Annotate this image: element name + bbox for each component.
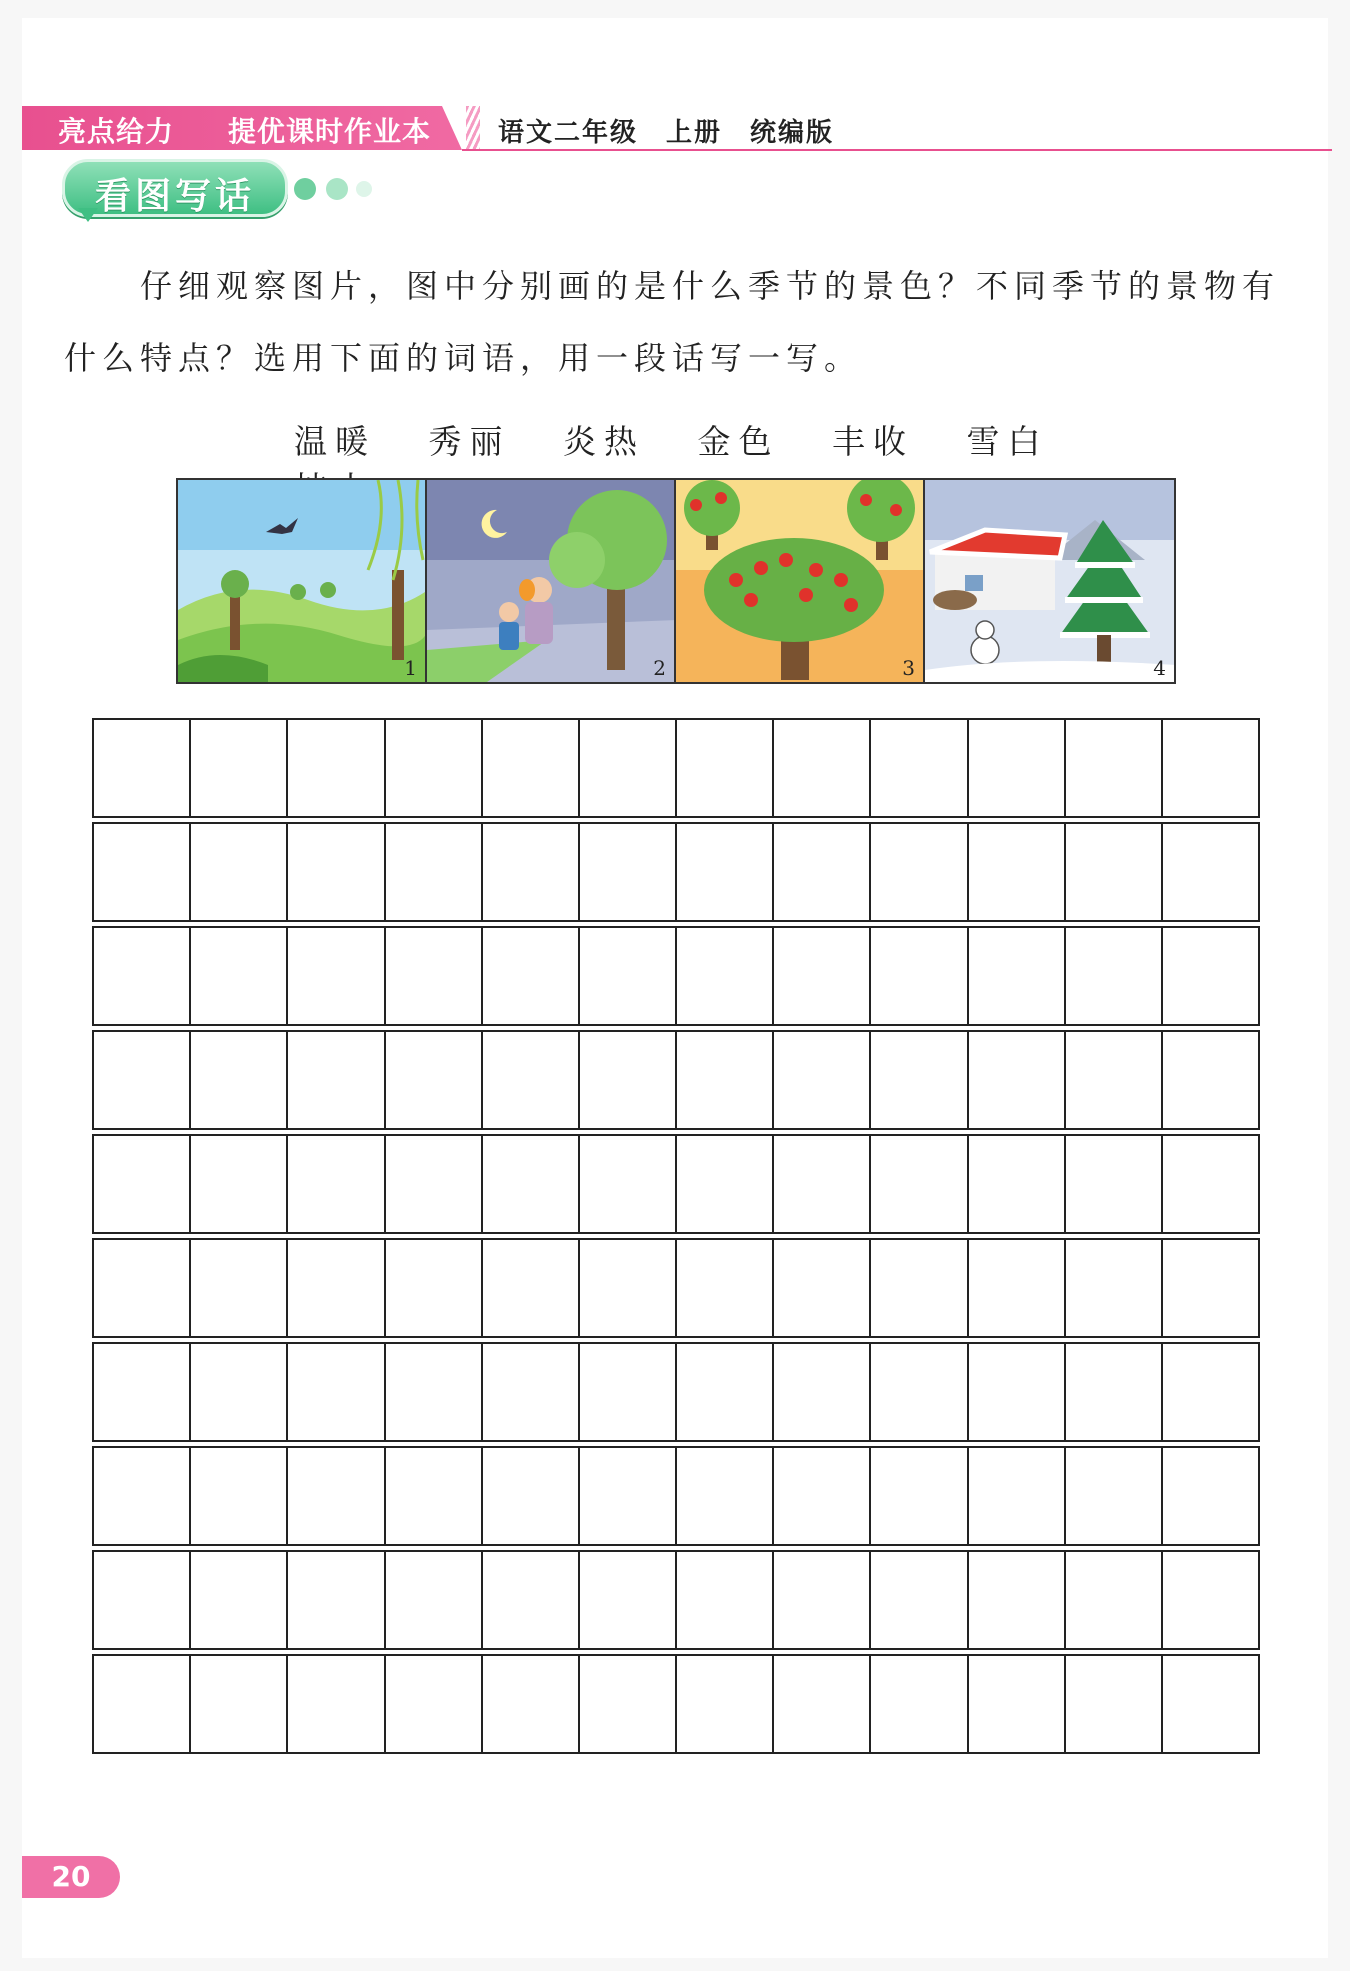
writing-cell[interactable] [967, 718, 1064, 818]
writing-cell[interactable] [1161, 926, 1260, 1026]
writing-cell[interactable] [92, 1550, 189, 1650]
writing-cell[interactable] [384, 1134, 481, 1234]
writing-cell[interactable] [772, 718, 869, 818]
writing-cell[interactable] [1161, 1030, 1260, 1130]
writing-cell[interactable] [481, 718, 578, 818]
grid-row-cells [92, 1342, 1260, 1442]
writing-cell[interactable] [92, 1446, 189, 1546]
word-bank-item: 秀丽 [428, 422, 511, 461]
writing-cell[interactable] [189, 1238, 286, 1338]
writing-cell[interactable] [92, 926, 189, 1026]
writing-cell[interactable] [578, 926, 675, 1026]
picture-number: 4 [1153, 656, 1166, 680]
writing-cell[interactable] [286, 822, 383, 922]
writing-cell[interactable] [869, 926, 966, 1026]
instruction-text [64, 250, 1314, 394]
writing-cell[interactable] [869, 1238, 966, 1338]
page-header [22, 88, 1332, 148]
writing-cell[interactable] [772, 1342, 869, 1442]
writing-cell[interactable] [1161, 822, 1260, 922]
instruction-line-1: 仔细观察图片，图中分别画的是什么季节的景色？不同季节的景物有 [140, 267, 1281, 305]
writing-cell[interactable] [1064, 1238, 1161, 1338]
grid-row-bottom-line [92, 1232, 1260, 1234]
writing-cell[interactable] [1064, 1134, 1161, 1234]
writing-cell[interactable] [1161, 1446, 1260, 1546]
writing-cell[interactable] [1161, 718, 1260, 818]
grid-row-bottom-line [92, 1440, 1260, 1442]
grid-row [92, 1654, 1260, 1754]
writing-cell[interactable] [189, 1134, 286, 1234]
grid-row-bottom-line [92, 1648, 1260, 1650]
grid-row [92, 822, 1260, 922]
grid-row-cells [92, 1446, 1260, 1546]
grid-row-bottom-line [92, 1336, 1260, 1338]
writing-cell[interactable] [578, 1654, 675, 1754]
grid-row [92, 1342, 1260, 1442]
writing-cell[interactable] [1064, 822, 1161, 922]
writing-cell[interactable] [869, 1550, 966, 1650]
writing-cell[interactable] [1161, 1134, 1260, 1234]
writing-grid[interactable] [92, 718, 1260, 1758]
writing-cell[interactable] [675, 1550, 772, 1650]
writing-cell[interactable] [869, 1654, 966, 1754]
writing-cell[interactable] [481, 1238, 578, 1338]
writing-cell[interactable] [1064, 718, 1161, 818]
summer-picture [427, 480, 676, 682]
header-grade-info: 语文二年级 上册 统编版 [498, 118, 835, 148]
word-bank-item: 温暖 [294, 422, 376, 461]
grid-row-cells [92, 926, 1260, 1026]
writing-cell[interactable] [1161, 1238, 1260, 1338]
word-bank-item: 炎热 [563, 422, 645, 461]
grid-row [92, 1134, 1260, 1234]
writing-cell[interactable] [772, 1550, 869, 1650]
writing-cell[interactable] [772, 926, 869, 1026]
picture-number: 2 [653, 656, 666, 680]
writing-cell[interactable] [675, 1030, 772, 1130]
writing-cell[interactable] [578, 1134, 675, 1234]
grid-row [92, 1030, 1260, 1130]
writing-cell[interactable] [481, 1134, 578, 1234]
writing-cell[interactable] [92, 1654, 189, 1754]
grid-row-bottom-line [92, 816, 1260, 818]
writing-cell[interactable] [675, 1342, 772, 1442]
header-rule [462, 149, 1332, 151]
writing-cell[interactable] [286, 1446, 383, 1546]
grid-row [92, 1446, 1260, 1546]
writing-cell[interactable] [967, 1030, 1064, 1130]
grid-row-bottom-line [92, 1024, 1260, 1026]
writing-cell[interactable] [578, 718, 675, 818]
grid-row-bottom-line [92, 920, 1260, 922]
autumn-picture [676, 480, 925, 682]
grid-row-bottom-line [92, 1128, 1260, 1130]
writing-cell[interactable] [869, 1342, 966, 1442]
writing-cell[interactable] [92, 718, 189, 818]
writing-cell[interactable] [967, 1654, 1064, 1754]
dot [294, 178, 316, 200]
writing-cell[interactable] [578, 822, 675, 922]
writing-cell[interactable] [578, 1342, 675, 1442]
spring-picture [178, 480, 427, 682]
season-picture-strip [176, 478, 1176, 684]
writing-cell[interactable] [481, 926, 578, 1026]
writing-cell[interactable] [481, 822, 578, 922]
writing-cell[interactable] [675, 1654, 772, 1754]
picture-number: 1 [404, 656, 417, 680]
writing-cell[interactable] [967, 1446, 1064, 1546]
instruction-line-2: 什么特点？选用下面的词语，用一段话写一写。 [64, 339, 863, 377]
writing-cell[interactable] [1064, 1446, 1161, 1546]
writing-cell[interactable] [675, 718, 772, 818]
writing-cell[interactable] [189, 1550, 286, 1650]
writing-cell[interactable] [772, 1446, 869, 1546]
writing-cell[interactable] [384, 1550, 481, 1650]
grid-row [92, 1550, 1260, 1650]
writing-cell[interactable] [286, 1238, 383, 1338]
writing-cell[interactable] [1064, 1550, 1161, 1650]
writing-cell[interactable] [675, 1446, 772, 1546]
writing-cell[interactable] [772, 1030, 869, 1130]
word-bank-item: 雪白 [966, 422, 1049, 461]
dot [356, 181, 372, 197]
writing-cell[interactable] [384, 1238, 481, 1338]
writing-cell[interactable] [189, 718, 286, 818]
page-number: 20 [22, 1856, 120, 1898]
writing-cell[interactable] [869, 718, 966, 818]
header-brand: 亮点给力 [58, 115, 175, 148]
writing-cell[interactable] [92, 1238, 189, 1338]
writing-cell[interactable] [189, 1030, 286, 1130]
writing-cell[interactable] [578, 1550, 675, 1650]
writing-cell[interactable] [869, 822, 966, 922]
writing-cell[interactable] [1161, 1550, 1260, 1650]
grid-row [92, 718, 1260, 818]
writing-cell[interactable] [481, 1342, 578, 1442]
grid-row [92, 1238, 1260, 1338]
writing-cell[interactable] [869, 1446, 966, 1546]
writing-cell[interactable] [189, 1342, 286, 1442]
writing-cell[interactable] [772, 1134, 869, 1234]
grid-row-cells [92, 1238, 1260, 1338]
workbook-page [22, 18, 1328, 1958]
writing-cell[interactable] [578, 1446, 675, 1546]
writing-cell[interactable] [967, 1238, 1064, 1338]
writing-cell[interactable] [1064, 1342, 1161, 1442]
writing-cell[interactable] [481, 1654, 578, 1754]
writing-cell[interactable] [772, 1654, 869, 1754]
writing-cell[interactable] [675, 822, 772, 922]
grid-row-cells [92, 718, 1260, 818]
writing-cell[interactable] [384, 1342, 481, 1442]
writing-cell[interactable] [384, 1030, 481, 1130]
writing-cell[interactable] [675, 1134, 772, 1234]
writing-cell[interactable] [481, 1446, 578, 1546]
grid-row-cells [92, 1550, 1260, 1650]
writing-cell[interactable] [384, 718, 481, 818]
writing-cell[interactable] [189, 926, 286, 1026]
writing-cell[interactable] [286, 1550, 383, 1650]
writing-cell[interactable] [384, 1446, 481, 1546]
header-stripe [466, 106, 480, 150]
writing-cell[interactable] [967, 926, 1064, 1026]
section-title: 看图写话 [94, 176, 255, 217]
grid-row [92, 926, 1260, 1026]
writing-cell[interactable] [967, 1550, 1064, 1650]
writing-cell[interactable] [578, 1238, 675, 1338]
writing-cell[interactable] [869, 1030, 966, 1130]
writing-cell[interactable] [92, 1030, 189, 1130]
header-series: 提优课时作业本 [228, 115, 432, 148]
writing-cell[interactable] [286, 718, 383, 818]
picture-number: 3 [902, 656, 915, 680]
badge-tail [78, 208, 98, 222]
grid-row-bottom-line [92, 1752, 1260, 1754]
grid-row-cells [92, 1134, 1260, 1234]
writing-cell[interactable] [967, 822, 1064, 922]
writing-cell[interactable] [481, 1550, 578, 1650]
grid-row-cells [92, 1030, 1260, 1130]
winter-picture [925, 480, 1174, 682]
writing-cell[interactable] [675, 1238, 772, 1338]
writing-cell[interactable] [1064, 1654, 1161, 1754]
writing-cell[interactable] [92, 1342, 189, 1442]
writing-cell[interactable] [189, 1446, 286, 1546]
dot [326, 178, 348, 200]
writing-cell[interactable] [286, 1134, 383, 1234]
writing-cell[interactable] [967, 1342, 1064, 1442]
writing-cell[interactable] [1161, 1654, 1260, 1754]
grid-row-cells [92, 1654, 1260, 1754]
word-bank-item: 金色 [697, 422, 780, 461]
writing-cell[interactable] [92, 1134, 189, 1234]
writing-cell[interactable] [869, 1134, 966, 1234]
writing-cell[interactable] [578, 1030, 675, 1130]
writing-cell[interactable] [772, 1238, 869, 1338]
grid-row-cells [92, 822, 1260, 922]
writing-cell[interactable] [772, 822, 869, 922]
word-bank-item: 丰收 [832, 422, 914, 461]
writing-cell[interactable] [189, 1654, 286, 1754]
writing-cell[interactable] [384, 1654, 481, 1754]
writing-cell[interactable] [675, 926, 772, 1026]
writing-cell[interactable] [967, 1134, 1064, 1234]
writing-cell[interactable] [286, 1030, 383, 1130]
writing-cell[interactable] [481, 1030, 578, 1130]
writing-cell[interactable] [286, 1342, 383, 1442]
writing-cell[interactable] [92, 822, 189, 922]
writing-cell[interactable] [286, 1654, 383, 1754]
writing-cell[interactable] [189, 822, 286, 922]
writing-cell[interactable] [1064, 1030, 1161, 1130]
writing-cell[interactable] [384, 926, 481, 1026]
grid-row-bottom-line [92, 1544, 1260, 1546]
writing-cell[interactable] [1064, 926, 1161, 1026]
writing-cell[interactable] [286, 926, 383, 1026]
writing-cell[interactable] [1161, 1342, 1260, 1442]
writing-cell[interactable] [384, 822, 481, 922]
